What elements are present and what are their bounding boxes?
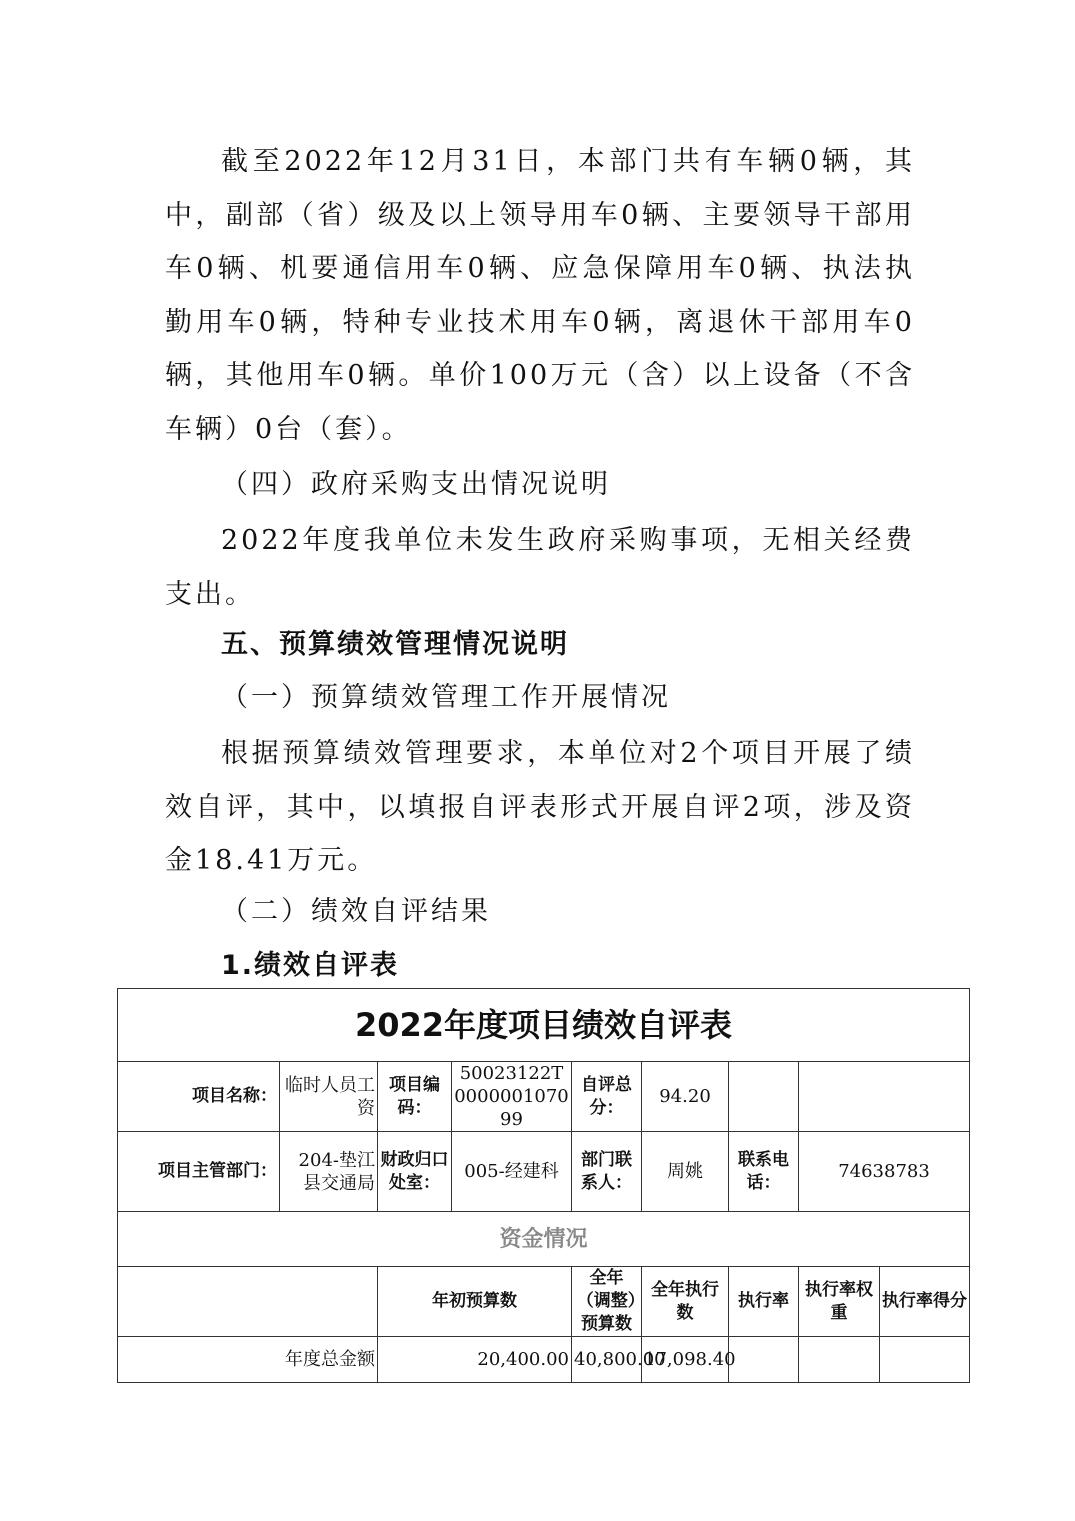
sub1-paragraph: 根据预算绩效管理要求，本单位对2个项目开展了绩效自评，其中，以填报自评表形式开展自评2项，涉及资金18.41万元。 <box>165 738 915 876</box>
finance-dept-value: 005-经建科 <box>452 1132 572 1212</box>
phone-label: 联系电话： <box>729 1132 799 1212</box>
sub2-heading: （二）绩效自评结果 <box>221 896 491 927</box>
header-execution-rate: 执行率 <box>729 1267 799 1337</box>
section5-heading: 五、预算绩效管理情况说明 <box>221 629 569 660</box>
header-adjusted-budget: 全年（调整）预算数 <box>572 1267 642 1337</box>
adjusted-budget-value: 40,800.00 <box>572 1337 642 1383</box>
empty-cell <box>799 1062 970 1132</box>
contact-label: 部门联系人： <box>572 1132 642 1212</box>
header-rate-score: 执行率得分 <box>880 1267 970 1337</box>
procurement-heading: （四）政府采购支出情况说明 <box>221 469 611 500</box>
table-title: 2022年度项目绩效自评表 <box>118 989 970 1062</box>
project-name-value: 临时人员工资 <box>280 1062 378 1132</box>
contact-value: 周姚 <box>642 1132 729 1212</box>
sub1-heading: （一）预算绩效管理工作开展情况 <box>221 682 671 713</box>
dept-label: 项目主管部门： <box>118 1132 280 1212</box>
score-label: 自评总分： <box>572 1062 642 1132</box>
phone-value: 74638783 <box>799 1132 970 1212</box>
funds-section-heading: 资金情况 <box>118 1212 970 1267</box>
table-heading: 1.绩效自评表 <box>221 950 400 981</box>
rate-score-value <box>880 1337 970 1383</box>
score-value: 94.20 <box>642 1062 729 1132</box>
project-name-label: 项目名称： <box>118 1062 280 1132</box>
rate-weight-value <box>799 1337 880 1383</box>
executed-value: 17,098.40 <box>642 1337 729 1383</box>
project-code-value: 50023122T000000107099 <box>452 1062 572 1132</box>
initial-budget-value: 20,400.00 <box>378 1337 572 1383</box>
performance-evaluation-table <box>117 988 970 1383</box>
project-code-label: 项目编码： <box>378 1062 452 1132</box>
empty-cell <box>729 1062 799 1132</box>
dept-value: 204-垫江县交通局 <box>280 1132 378 1212</box>
vehicles-paragraph: 截至2022年12月31日，本部门共有车辆0辆，其中，副部（省）级及以上领导用车0辆、主要领导干部用车0辆、机要通信用车0辆、应急保障用车0辆、执法执勤用车0辆，特种专业技术用车0辆，离退休干部用车0辆，其他用车0辆。单价100万元（含）以上设备（不含车辆）0台（套）。 <box>165 146 915 445</box>
procurement-paragraph: 2022年度我单位未发生政府采购事项，无相关经费支出。 <box>165 525 915 610</box>
funds-header-blank <box>118 1267 378 1337</box>
header-executed: 全年执行数 <box>642 1267 729 1337</box>
header-initial-budget: 年初预算数 <box>378 1267 572 1337</box>
header-rate-weight: 执行率权重 <box>799 1267 880 1337</box>
annual-total-label: 年度总金额 <box>118 1337 378 1383</box>
execution-rate-value <box>729 1337 799 1383</box>
finance-dept-label: 财政归口处室： <box>378 1132 452 1212</box>
